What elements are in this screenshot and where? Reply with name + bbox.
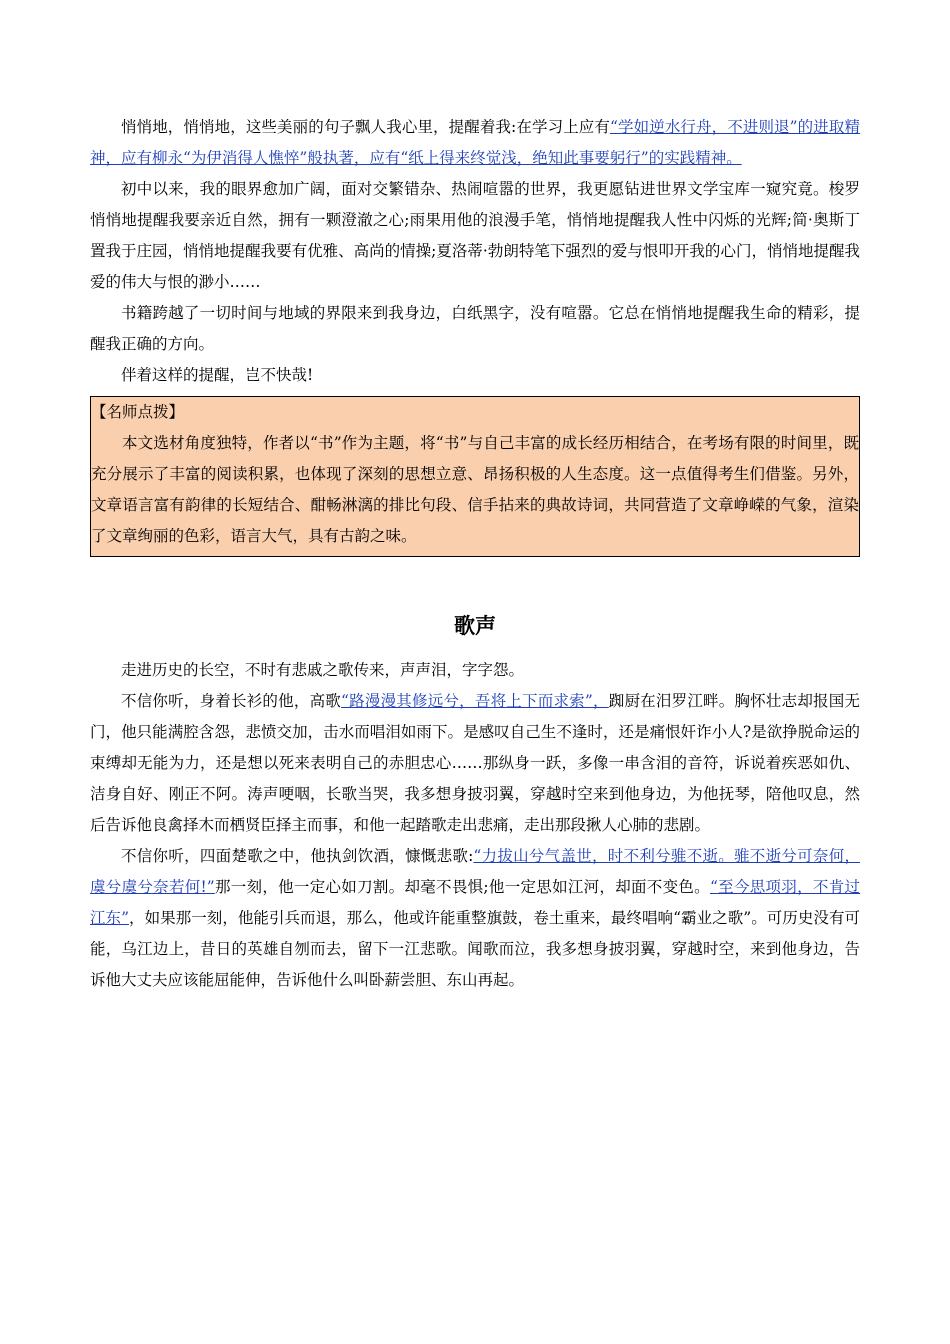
tip-heading: 【名师点拨】 (91, 403, 185, 421)
document-page (90, 112, 860, 996)
paragraph-2: 初中以来，我的眼界愈加广阔，面对交繁错杂、热闹喧嚣的世界，我更愿钻进世界文学宝库一窥究竟。梭罗悄悄地提醒我要亲近自然，拥有一颗澄澈之心;雨果用他的浪漫手笔，悄悄地提醒我人性中闪烁的光辉;简·奥斯丁置我于庄园，悄悄地提醒我要有优雅、高尚的情操;夏洛蒂·勃朗特笔下强烈的爱与恨叩开我的心门，悄悄地提醒我爱的伟大与恨的渺小…… (90, 180, 860, 291)
paragraph-3: 书籍跨越了一切时间与地域的界限来到我身边，白纸黑字，没有喧嚣。它总在悄悄地提醒我生命的精彩，提醒我正确的方向。 (90, 304, 860, 353)
paragraph-1: 悄悄地，悄悄地，这些美丽的句子飘人我心里，提醒着我:在学习上应有“学如逆水行舟，不进则退”的进取精神，应有柳永“为伊消得人憔悴”般执著，应有“纸上得来终觉浅，绝知此事要躬行”的实践精神。 (90, 118, 860, 167)
paragraph-4: 伴着这样的提醒，岂不快哉! (121, 366, 314, 384)
tip-body: 本文选材角度独特，作者以“书”作为主题，将“书”与自己丰富的成长经历相结合，在考场有限的时间里，既充分展示了丰富的阅读积累，也体现了深刻的思想立意、昂扬积极的人生态度。这一点值得考生们借鉴。另外，文章语言富有韵律的长短结合、酣畅淋漓的排比句段、信手拈来的典故诗词，共同营造了文章峥嵘的气象，渲染了文章绚丽的色彩，语言大气，具有古韵之味。 (91, 434, 859, 545)
teacher-tip-box (90, 396, 860, 557)
essay-paragraph-2: 不信你听，身着长衫的他，高歌“路漫漫其修远兮，吾将上下而求索”，踟厨在汨罗江畔。胸怀壮志却报国无门，他只能满腔含怨，悲愤交加，击水而唱泪如雨下。是感叹自己生不逢时，还是痛恨奸诈小人?是欲挣脱命运的束缚却无能为力，还是想以死来表明自己的赤胆忠心……那纵身一跃，多像一串含泪的音符，诉说着疾恶如仇、洁身自好、刚正不阿。涛声哽咽，长歌当哭，我多想身披羽翼，穿越时空来到他身边，为他抚琴，陪他叹息，然后告诉他良禽择木而栖贤臣择主而事，和他一起踏歌走出悲痛，走出那段揪人心肺的悲剧。 (90, 692, 860, 834)
quote-link-3[interactable]: “力拔山兮气盖世，时不利兮骓不逝。骓不逝兮可奈何，虞兮虞兮奈若何!” (90, 847, 860, 896)
essay-title: 歌声 (454, 614, 496, 638)
quote-link-1[interactable]: “学如逆水行舟，不进则退”的进取精神，应有柳永“为伊消得人憔悴”般执著，应有“纸上得来终觉浅，绝知此事要躬行”的实践精神。 (90, 118, 860, 167)
essay-paragraph-1: 走进历史的长空，不时有悲戚之歌传来，声声泪，字字怨。 (121, 661, 525, 679)
essay-paragraph-3: 不信你听，四面楚歌之中，他执剑饮酒，慷慨悲歌:“力拔山兮气盖世，时不利兮骓不逝。骓不逝兮可奈何，虞兮虞兮奈若何!”那一刻，他一定心如刀割。却毫不畏惧;他一定思如江河，却面不变色。“至今思项羽，不肯过江东”，如果那一刻，他能引兵而退，那么，他或许能重整旗鼓，卷土重来，最终唱响“霸业之歌”。可历史没有可能，乌江边上，昔日的英雄自刎而去，留下一江悲歌。闻歌而泣，我多想身披羽翼，穿越时空，来到他身边，告诉他大丈夫应该能屈能伸，告诉他什么叫卧薪尝胆、东山再起。 (90, 847, 860, 989)
quote-link-4[interactable]: “至今思项羽，不肯过江东” (90, 878, 860, 927)
quote-link-2[interactable]: “路漫漫其修远兮，吾将上下而求索”， (341, 692, 609, 710)
